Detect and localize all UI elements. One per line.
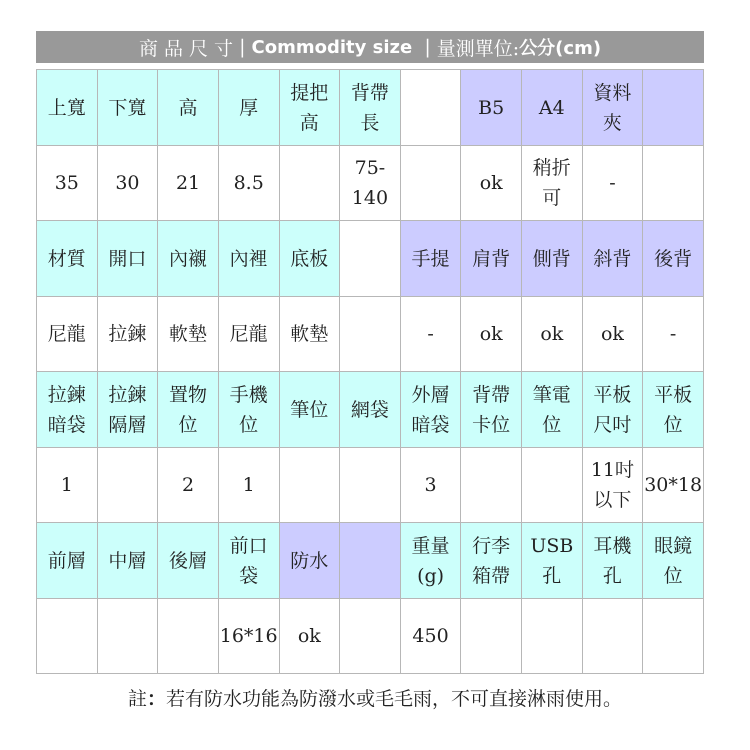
table-value-row (37, 146, 704, 221)
value-cell (97, 448, 158, 523)
label-cell: 後層 (158, 523, 219, 599)
value-cell: 3 (400, 448, 461, 523)
label-cell: 置物 位 (158, 372, 219, 448)
label-cell: 筆電 位 (522, 372, 583, 448)
label-cell: 平板 位 (643, 372, 704, 448)
value-cell: 30 (97, 146, 158, 221)
label-cell: 下寬 (97, 70, 158, 146)
label-cell: 後背 (643, 221, 704, 297)
label-cell: 側背 (522, 221, 583, 297)
label-cell: 材質 (37, 221, 98, 297)
label-cell: 中層 (97, 523, 158, 599)
label-cell: 外層 暗袋 (400, 372, 461, 448)
value-cell (522, 599, 583, 674)
label-cell: 內裡 (218, 221, 279, 297)
value-cell: ok (522, 297, 583, 372)
label-cell (340, 523, 401, 599)
value-cell (461, 448, 522, 523)
label-cell (400, 70, 461, 146)
value-cell: 軟墊 (158, 297, 219, 372)
value-cell: ok (461, 297, 522, 372)
value-cell: 75- 140 (340, 146, 401, 221)
header-title-zh: 商 品 尺 寸 (138, 37, 234, 60)
value-cell: 450 (400, 599, 461, 674)
label-cell: 斜背 (582, 221, 643, 297)
value-cell: 拉鍊 (97, 297, 158, 372)
header-separator: | (233, 36, 252, 58)
value-cell (340, 599, 401, 674)
table-value-row (37, 599, 704, 674)
value-cell: - (643, 297, 704, 372)
note-prefix: 註 (127, 688, 147, 710)
label-cell: 拉鍊 隔層 (97, 372, 158, 448)
value-cell (643, 599, 704, 674)
value-cell: 1 (37, 448, 98, 523)
value-cell: 30*18 (643, 448, 704, 523)
label-cell: 高 (158, 70, 219, 146)
value-cell (522, 448, 583, 523)
value-cell (400, 146, 461, 221)
label-cell: 耳機 孔 (582, 523, 643, 599)
label-cell: 平板 尺吋 (582, 372, 643, 448)
value-cell (582, 599, 643, 674)
label-cell: USB 孔 (522, 523, 583, 599)
label-cell: 提把 高 (279, 70, 340, 146)
label-cell (340, 221, 401, 297)
value-cell (279, 146, 340, 221)
label-cell: 網袋 (340, 372, 401, 448)
label-cell: 底板 (279, 221, 340, 297)
unit-label: 量測單位: (436, 37, 520, 60)
value-cell: 尼龍 (218, 297, 279, 372)
value-cell: ok (279, 599, 340, 674)
value-cell: 16*16 (218, 599, 279, 674)
label-cell: 防水 (279, 523, 340, 599)
value-cell (158, 599, 219, 674)
table-label-row (37, 70, 704, 146)
value-cell: 11吋 以下 (582, 448, 643, 523)
table-label-row (37, 372, 704, 448)
footnote (0, 684, 750, 711)
label-cell: 行李 箱帶 (461, 523, 522, 599)
label-cell: 開口 (97, 221, 158, 297)
value-cell (643, 146, 704, 221)
value-cell (461, 599, 522, 674)
label-cell: 肩背 (461, 221, 522, 297)
value-cell: 稍折 可 (522, 146, 583, 221)
label-cell: 厚 (218, 70, 279, 146)
label-cell: A4 (522, 70, 583, 146)
header-separator: | (412, 36, 437, 58)
label-cell: 眼鏡 位 (643, 523, 704, 599)
label-cell: B5 (461, 70, 522, 146)
table-body (37, 70, 704, 674)
label-cell: 內襯 (158, 221, 219, 297)
commodity-size-table (36, 69, 704, 674)
value-cell (340, 297, 401, 372)
value-cell: ok (461, 146, 522, 221)
value-cell: 軟墊 (279, 297, 340, 372)
label-cell: 拉鍊 暗袋 (37, 372, 98, 448)
value-cell: 8.5 (218, 146, 279, 221)
value-cell (279, 448, 340, 523)
value-cell: 尼龍 (37, 297, 98, 372)
table-header-bar (36, 31, 704, 63)
label-cell (643, 70, 704, 146)
value-cell: 1 (218, 448, 279, 523)
note-colon: ： (146, 688, 166, 710)
table-value-row (37, 448, 704, 523)
label-cell: 背帶 卡位 (461, 372, 522, 448)
value-cell (37, 599, 98, 674)
label-cell: 重量 (g) (400, 523, 461, 599)
table-label-row (37, 523, 704, 599)
value-cell: - (582, 146, 643, 221)
value-cell: ok (582, 297, 643, 372)
value-cell (97, 599, 158, 674)
label-cell: 手機 位 (218, 372, 279, 448)
note-text: 若有防水功能為防潑水或毛毛雨，不可直接淋雨使用。 (166, 688, 623, 710)
label-cell: 前層 (37, 523, 98, 599)
label-cell: 前口 袋 (218, 523, 279, 599)
table-value-row (37, 297, 704, 372)
value-cell: 2 (158, 448, 219, 523)
table-label-row (37, 221, 704, 297)
unit-value: 公分(cm) (519, 38, 602, 59)
value-cell: 21 (158, 146, 219, 221)
header-title-en: Commodity size (251, 36, 413, 58)
label-cell: 資料 夾 (582, 70, 643, 146)
value-cell (340, 448, 401, 523)
label-cell: 筆位 (279, 372, 340, 448)
label-cell: 手提 (400, 221, 461, 297)
value-cell: - (400, 297, 461, 372)
label-cell: 背帶 長 (340, 70, 401, 146)
label-cell: 上寬 (37, 70, 98, 146)
value-cell: 35 (37, 146, 98, 221)
